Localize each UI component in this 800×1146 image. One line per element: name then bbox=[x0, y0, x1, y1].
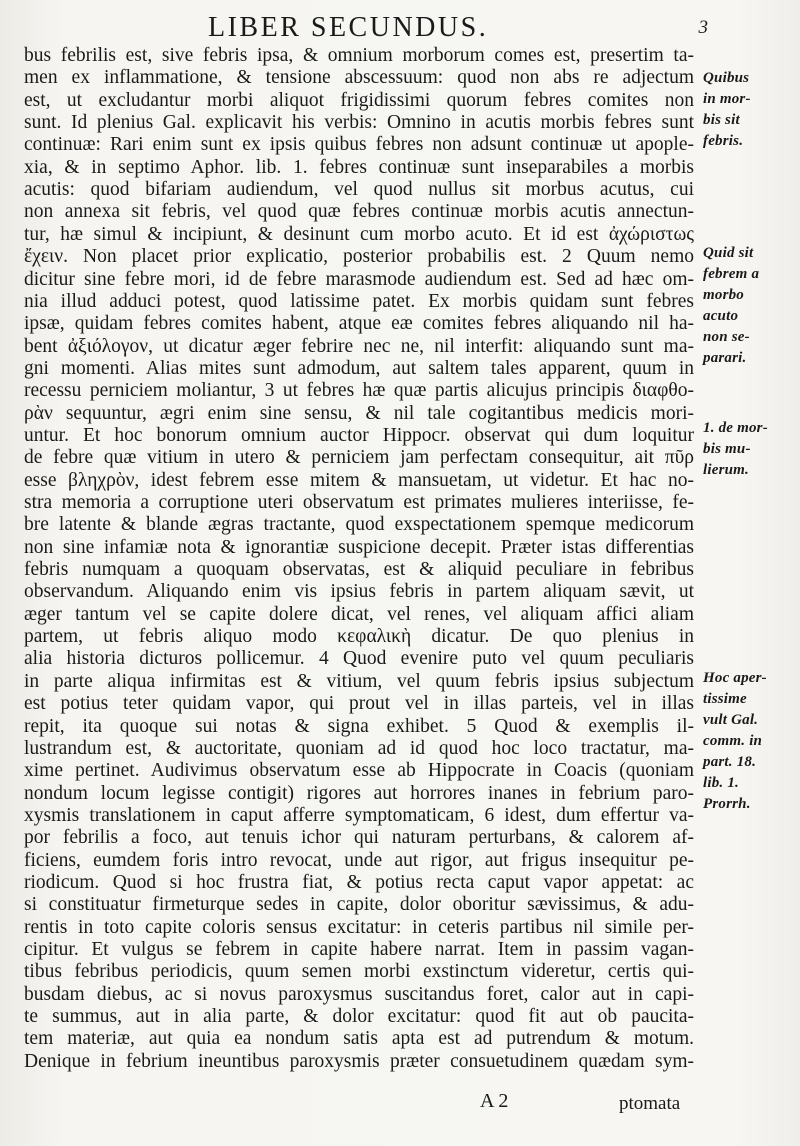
page-number: 3 bbox=[698, 17, 708, 38]
text-line: cipitur. Et vulgus se febrem in capite habere narrat. Item in passim vagan- bbox=[24, 939, 694, 960]
text-line: partem, ut febris aliquo modo κεφαλικὴ dicatur. De quo plenius in bbox=[24, 626, 694, 648]
text-line: busdam diebus, ac si novus paroxysmus suscitandus foret, calor aut in capi- bbox=[24, 983, 694, 1005]
text-line: febris numquam a quoquam observatas, est & aliquid peculiare in febribus bbox=[24, 559, 694, 581]
text-line: nia illud adduci potest, quod latissime patet. Ex morbis quidam sunt febres bbox=[24, 290, 694, 312]
margin-note-line: febris. bbox=[703, 133, 744, 149]
text-line: Denique in febrium ineuntibus paroxysmis præter consuetudinem quædam sym- bbox=[24, 1050, 694, 1072]
text-line: riodicum. Quod si hoc frustra fiat, & potius recta caput vapor appetat: ac bbox=[24, 871, 694, 893]
text-line: de febre quæ vitium in utero & perniciem jam perfectam consequitur, ait πῦρ bbox=[24, 447, 694, 469]
text-line: dicitur sine febre mori, id de febre marasmode audiendum est. Sed ad hæc om- bbox=[24, 268, 694, 290]
margin-note-line: acuto bbox=[703, 308, 739, 324]
text-line: untur. Et hoc bonorum omnium auctor Hippocr. observat qui dum loquitur bbox=[24, 424, 694, 446]
text-line: tur, hæ simul & incipiunt, & desinunt cum morbo acuto. Et id est ἀχώριστως bbox=[24, 223, 694, 245]
text-line: nondum locum legisse contigit) rigores aut horrores inanes in febrium paro- bbox=[24, 782, 694, 804]
margin-note-line: bis mu- bbox=[703, 441, 751, 457]
catchword: ptomata bbox=[619, 1093, 681, 1114]
margin-note-line: vult Gal. bbox=[703, 712, 759, 728]
text-line: tem materiæ, aut quia ea nondum satis apta est ad putrendum & motum. bbox=[24, 1028, 694, 1050]
text-line: ρὰν sequuntur, ægri enim sine sensu, & nil tale cogitantibus medicis mori- bbox=[24, 402, 694, 424]
margin-note-line: febrem a bbox=[703, 266, 760, 282]
margin-note-line: non se- bbox=[703, 329, 750, 345]
text-line: bent ἀξιόλογον, ut dicatur æger febrire nec ne, nil interfit: aliquando sunt ma- bbox=[24, 335, 694, 357]
text-line: recessu perniciem moliantur, 3 ut febres hæ quæ partis alicujus principis διαφθο- bbox=[24, 380, 694, 402]
margin-note-line: Prorrh. bbox=[703, 796, 751, 812]
text-line: xysmis translationem in caput afferre symptomaticam, 6 idest, dum effertur va- bbox=[24, 804, 694, 826]
text-line: xia, & in septimo Aphor. lib. 1. febres continuæ sunt inseparabiles a morbis bbox=[24, 156, 694, 178]
margin-note-line: lib. 1. bbox=[703, 775, 739, 791]
text-line: repit, ita quoque sui notas & signa exhibet. 5 Quod & exemplis il- bbox=[24, 715, 694, 737]
margin-note-line: tissime bbox=[703, 691, 747, 707]
text-line: ipsæ, quidam febres comites habent, atque eæ comites febres aliquando nil ha- bbox=[24, 313, 694, 335]
margin-note-line: part. 18. bbox=[703, 754, 757, 770]
text-line: esse βληχρὸν, idest febrem esse mitem & mansuetam, ut videtur. Et hac no- bbox=[24, 469, 694, 491]
text-line: gni momenti. Alias mites sunt admodum, aut saltem tales apparent, quum in bbox=[24, 357, 694, 379]
margin-note-line: in mor- bbox=[703, 91, 751, 107]
margin-note-line: parari. bbox=[703, 350, 747, 366]
text-line: bre latente & blande ægras tractante, quod exspectationem spemque medicorum bbox=[24, 514, 694, 536]
text-line: non annexa sit febris, vel quod quæ febres continuæ morbis acutis annectun- bbox=[24, 201, 694, 223]
margin-note-line: morbo bbox=[703, 287, 745, 303]
text-line: æger tantum vel se capite dolere dicat, vel renes, vel aliquam affici aliam bbox=[24, 603, 694, 625]
text-line: ficiens, eumdem foris intro revocat, unde aut rigor, aut frigus insequitur pe- bbox=[24, 849, 694, 871]
text-line: men ex inflammatione, & tensione abscessuum: quod non abs re adjectum bbox=[24, 67, 694, 89]
text-line: continuæ: Rari enim sunt ex ipsis quibus febres non adsunt continuæ ut apople- bbox=[24, 134, 694, 156]
margin-note-line: lierum. bbox=[703, 462, 749, 478]
running-head: LIBER SECUNDUS. bbox=[208, 12, 489, 43]
margin-note-line: Hoc aper- bbox=[703, 670, 767, 686]
text-line: est potius teter quidam vapor, qui prout vel in illas parteis, vel in illas bbox=[24, 693, 694, 715]
text-line: est, ut excludantur morbi aliquot frigidissimi quorum febres comites non bbox=[24, 89, 694, 111]
margin-note-line: bis sit bbox=[703, 112, 740, 128]
margin-note-line: Quid sit bbox=[703, 245, 754, 261]
margin-note-line: 1. de mor- bbox=[703, 420, 768, 436]
text-line: acutis: quod bifariam audiendum, vel quod nullus sit morbus acutus, cui bbox=[24, 179, 694, 201]
text-line: stra memoria a corruptione uteri observatum est primates mulieres interiisse, fe- bbox=[24, 492, 694, 513]
margin-note-line: comm. in bbox=[703, 733, 763, 749]
text-line: ἔχειν. Non placet prior explicatio, posterior probabilis est. 2 Quum nemo bbox=[24, 246, 694, 268]
text-line: alia historia dicturos pollicemur. 4 Quod evenire puto vel quum peculiaris bbox=[24, 648, 694, 670]
text-line: observandum. Aliquando enim vis ipsius febris in partem aliquam sævit, ut bbox=[24, 581, 694, 603]
text-line: si constituatur firmeturque sedes in capite, dolor oboritur sævissimus, & adu- bbox=[24, 894, 694, 916]
text-line: non sine infamiæ nota & ignorantiæ suspicione decepit. Præter istas differentias bbox=[24, 536, 694, 558]
text-line: bus febrilis est, sive febris ipsa, & omnium morborum comes est, presertim ta- bbox=[24, 45, 694, 66]
text-line: tibus febribus periodicis, quum semen morbi exstinctum videretur, certis qui- bbox=[24, 961, 694, 983]
text-line: rentis in toto capite coloris sensus excitatur: in ceteris partibus nil simile per- bbox=[24, 916, 694, 938]
text-line: sunt. Id plenius Gal. explicavit his verbis: Omnino in acutis morbis febres sunt bbox=[24, 112, 694, 134]
page-footer bbox=[0, 1090, 800, 1120]
text-line: lustrandum est, & auctoritate, quoniam ad id quod hoc loco tractatur, ma- bbox=[24, 737, 694, 759]
text-line: por febrilis a foco, aut tenuis ichor qui naturam perturbans, & calorem af- bbox=[24, 827, 694, 849]
page-header bbox=[0, 12, 800, 42]
text-line: in parte aliqua infirmitas est & vitium, vel quum febris ipsius subjectum bbox=[24, 670, 694, 692]
signature-mark: A 2 bbox=[480, 1090, 509, 1112]
text-line: te summus, aut in alia parte, & dolor excitatur: quod fit aut ob paucita- bbox=[24, 1006, 694, 1028]
text-line: xime pertinet. Audivimus observatum esse ab Hippocrate in Coacis (quoniam bbox=[24, 760, 694, 782]
margin-note-line: Quibus bbox=[703, 70, 750, 86]
